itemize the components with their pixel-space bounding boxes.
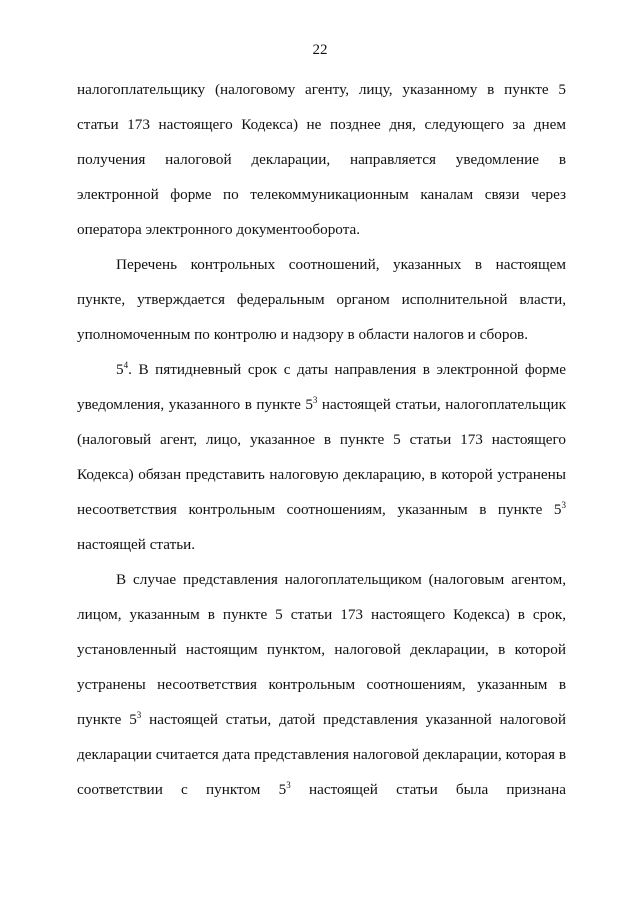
text-line: декларации считается дата представления налоговой декларации, которая в [77, 746, 566, 763]
text-fragment: уведомления, указанного в пункте 5 [77, 396, 313, 413]
clause-superscript: 4 [123, 360, 129, 370]
text-line: уполномоченным по контролю и надзору в области налогов и сборов. [77, 326, 529, 343]
text-line: Кодекса) обязан представить налоговую декларацию, в которой устранены [77, 466, 566, 483]
text-line: получения налоговой декларации, направляется уведомление в [77, 151, 566, 168]
superscript: 3 [312, 395, 318, 405]
paragraph-first-line [116, 360, 566, 380]
text-line: установленный настоящим пунктом, налоговой декларации, в которой [77, 641, 566, 658]
text-fragment: пункте 5 [77, 711, 137, 728]
text-line: электронной форме по телекоммуникационным каналам связи через [77, 186, 566, 203]
superscript: 3 [286, 780, 291, 790]
text-line [77, 500, 566, 520]
superscript: 3 [136, 710, 142, 720]
superscript: 3 [561, 500, 566, 510]
paragraph-first-line: Перечень контрольных соотношений, указанных в настоящем [116, 256, 566, 273]
text-fragment: настоящей статьи, налогоплательщик [317, 396, 566, 413]
text-line: статьи 173 настоящего Кодекса) не позднее дня, следующего за днем [77, 116, 566, 133]
text-line: устранены несоответствия контрольным соотношениям, указанным в [77, 676, 566, 693]
page-number: 22 [312, 42, 328, 58]
text-line: (налоговый агент, лицо, указанное в пункте 5 статьи 173 настоящего [77, 431, 566, 448]
text-line [77, 780, 566, 800]
text-line: налогоплательщику (налоговому агенту, лицу, указанному в пункте 5 [77, 81, 566, 98]
text-fragment: настоящей статьи, датой представления указанной налоговой [141, 711, 567, 728]
paragraph-first-line: В случае представления налогоплательщиком (налоговым агентом, [116, 571, 566, 588]
text-line: пункте, утверждается федеральным органом исполнительной власти, [77, 291, 566, 308]
text-line: настоящей статьи. [77, 536, 196, 553]
text-line [77, 710, 566, 730]
text-line: лицом, указанным в пункте 5 статьи 173 настоящего Кодекса) в срок, [77, 606, 566, 623]
text-fragment: настоящей статьи была признана [290, 781, 567, 798]
text-fragment: соответствии с пунктом 5 [77, 781, 287, 798]
clause-number: 5 [116, 361, 124, 378]
text-fragment: несоответствия контрольным соотношениям, указанным в пункте 5 [77, 501, 562, 518]
text-line [77, 395, 566, 415]
text-line: оператора электронного документооборота. [77, 221, 361, 238]
text-fragment: . В пятидневный срок с даты направления в электронной форме [128, 361, 566, 378]
